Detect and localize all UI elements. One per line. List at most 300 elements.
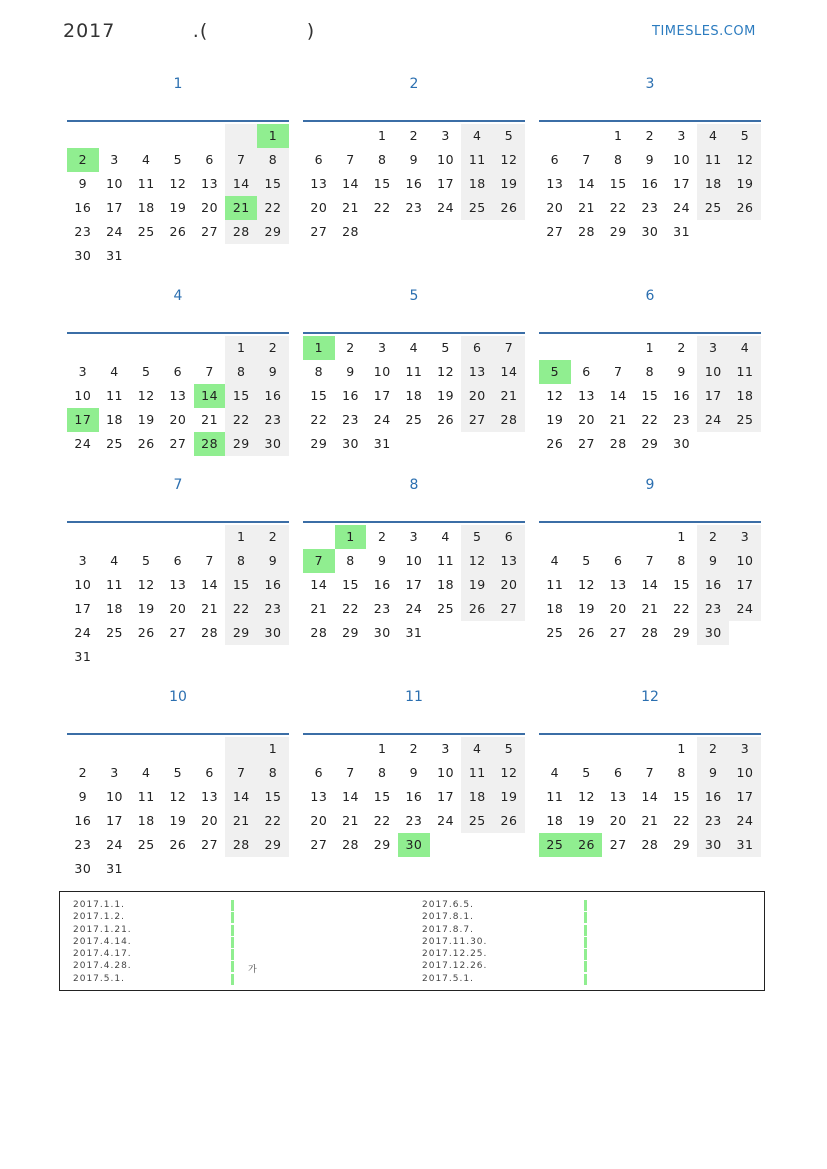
day-cell: 8 xyxy=(257,148,289,172)
month-divider xyxy=(303,120,525,122)
day-cell: 15 xyxy=(257,785,289,809)
day-cell: 21 xyxy=(310,601,328,616)
empty-day-cell xyxy=(634,525,666,549)
day-cell: 14 xyxy=(342,176,359,191)
day-cell: 20 xyxy=(493,573,525,597)
day-cell: 7 xyxy=(645,765,655,780)
month-calendar-12 xyxy=(539,687,761,852)
empty-day-cell xyxy=(130,336,162,360)
day-cell: 16 xyxy=(673,388,691,403)
day-cell: 29 xyxy=(310,436,328,451)
day-cell: 6 xyxy=(613,553,623,568)
day-cell: 19 xyxy=(137,412,155,427)
day-cell: 4 xyxy=(550,553,560,568)
day-cell: 26 xyxy=(546,436,564,451)
day-cell: 14 xyxy=(310,577,328,592)
day-cell: 24 xyxy=(74,625,92,640)
legend-entry xyxy=(422,899,487,911)
day-cell: 29 xyxy=(342,625,359,640)
day-cell: 5 xyxy=(441,340,450,355)
day-cell: 8 xyxy=(225,549,257,573)
day-cell: 28 xyxy=(201,625,219,640)
day-cell: 28 xyxy=(342,837,359,852)
day-cell: 23 xyxy=(373,601,391,616)
month-title: 7 xyxy=(173,477,183,493)
day-cell: 7 xyxy=(493,336,525,360)
legend-date: 2017.4.14. xyxy=(73,936,132,947)
day-cell: 1 xyxy=(377,128,387,143)
day-cell: 11 xyxy=(137,789,155,804)
day-cell: 3 xyxy=(377,340,387,355)
month-title: 10 xyxy=(169,689,187,705)
day-cell: 9 xyxy=(697,549,729,573)
empty-day-cell xyxy=(99,525,131,549)
day-cell: 9 xyxy=(677,364,686,379)
day-cell: 10 xyxy=(697,360,729,384)
month-title: 3 xyxy=(645,76,655,92)
day-cell: 29 xyxy=(225,432,257,456)
day-cell: 18 xyxy=(405,388,423,403)
day-cell: 17 xyxy=(697,384,729,408)
month-day-grid xyxy=(539,124,761,244)
day-cell: 12 xyxy=(493,761,525,785)
day-cell: 24 xyxy=(437,813,455,828)
legend-note: 가 xyxy=(248,965,257,975)
holiday-marker xyxy=(231,937,234,948)
day-cell: 19 xyxy=(437,388,455,403)
day-cell: 5 xyxy=(173,765,183,780)
day-cell: 14 xyxy=(641,577,659,592)
month-title: 5 xyxy=(409,288,419,304)
day-cell: 30 xyxy=(398,833,430,857)
day-cell: 5 xyxy=(539,360,571,384)
day-cell: 4 xyxy=(141,152,151,167)
day-cell: 4 xyxy=(110,553,119,568)
day-cell: 10 xyxy=(74,577,92,592)
day-cell: 12 xyxy=(137,388,155,403)
day-cell: 26 xyxy=(571,833,603,857)
day-cell: 27 xyxy=(461,408,493,432)
legend-entry xyxy=(422,924,487,936)
day-cell: 5 xyxy=(461,525,493,549)
day-cell: 3 xyxy=(110,152,119,167)
legend-entry xyxy=(73,899,132,911)
day-cell: 28 xyxy=(310,625,328,640)
day-cell: 11 xyxy=(106,577,123,592)
month-calendar-7 xyxy=(67,475,289,664)
day-cell: 9 xyxy=(346,364,355,379)
day-cell: 15 xyxy=(373,176,391,191)
day-cell: 26 xyxy=(493,809,525,833)
day-cell: 15 xyxy=(373,789,391,804)
day-cell: 13 xyxy=(609,577,627,592)
day-cell: 22 xyxy=(257,196,289,220)
day-cell: 30 xyxy=(257,432,289,456)
day-cell: 16 xyxy=(697,573,729,597)
day-cell: 5 xyxy=(141,553,151,568)
day-cell: 10 xyxy=(106,176,123,191)
month-title: 2 xyxy=(409,76,419,92)
empty-day-cell xyxy=(571,737,603,761)
day-cell: 29 xyxy=(257,220,289,244)
day-cell: 15 xyxy=(225,384,257,408)
legend-date: 2017.8.7. xyxy=(422,924,474,935)
day-cell: 19 xyxy=(578,813,595,828)
day-cell: 13 xyxy=(546,176,564,191)
holiday-marker xyxy=(584,912,587,923)
day-cell: 3 xyxy=(409,529,419,544)
day-cell: 20 xyxy=(609,813,627,828)
day-cell: 11 xyxy=(729,360,761,384)
day-cell: 2 xyxy=(409,128,419,143)
day-cell: 2 xyxy=(67,148,99,172)
day-cell: 2 xyxy=(78,765,88,780)
day-cell: 9 xyxy=(257,549,289,573)
day-cell: 30 xyxy=(697,833,729,857)
day-cell: 16 xyxy=(641,176,659,191)
empty-day-cell xyxy=(162,124,194,148)
day-cell: 22 xyxy=(225,597,257,621)
day-cell: 25 xyxy=(437,601,455,616)
month-title: 11 xyxy=(405,689,423,705)
day-cell: 6 xyxy=(493,525,525,549)
month-divider xyxy=(539,332,761,334)
day-cell: 25 xyxy=(106,625,123,640)
day-cell: 21 xyxy=(641,601,659,616)
day-cell: 13 xyxy=(201,176,219,191)
day-cell: 27 xyxy=(609,837,627,852)
empty-day-cell xyxy=(602,336,634,360)
day-cell: 16 xyxy=(257,573,289,597)
day-cell: 9 xyxy=(697,761,729,785)
day-cell: 28 xyxy=(609,436,627,451)
day-cell: 4 xyxy=(461,124,493,148)
day-cell: 7 xyxy=(582,152,591,167)
empty-day-cell xyxy=(99,737,131,761)
month-calendar-10 xyxy=(67,687,289,876)
empty-day-cell xyxy=(602,737,634,761)
day-cell: 18 xyxy=(461,785,493,809)
day-cell: 15 xyxy=(673,577,691,592)
day-cell: 10 xyxy=(673,152,691,167)
day-cell: 18 xyxy=(137,813,155,828)
empty-day-cell xyxy=(571,124,603,148)
day-cell: 2 xyxy=(257,525,289,549)
day-cell: 29 xyxy=(673,625,691,640)
month-day-grid xyxy=(303,124,525,244)
empty-day-cell xyxy=(194,124,226,148)
empty-day-cell xyxy=(539,737,571,761)
day-cell: 23 xyxy=(673,412,691,427)
day-cell: 11 xyxy=(546,577,564,592)
day-cell: 9 xyxy=(78,789,88,804)
day-cell: 1 xyxy=(225,336,257,360)
empty-day-cell xyxy=(67,525,99,549)
day-cell: 20 xyxy=(169,601,187,616)
day-cell: 20 xyxy=(169,412,187,427)
day-cell: 23 xyxy=(641,200,659,215)
holiday-marker xyxy=(584,900,587,911)
day-cell: 12 xyxy=(546,388,564,403)
day-cell: 23 xyxy=(342,412,359,427)
legend-entry xyxy=(73,973,132,985)
day-cell: 17 xyxy=(74,601,92,616)
legend-date: 2017.11.30. xyxy=(422,936,488,947)
day-cell: 30 xyxy=(673,436,691,451)
day-cell: 26 xyxy=(729,196,761,220)
day-cell: 11 xyxy=(461,761,493,785)
day-cell: 25 xyxy=(546,625,564,640)
day-cell: 28 xyxy=(641,837,659,852)
empty-day-cell xyxy=(99,336,131,360)
day-cell: 13 xyxy=(310,176,328,191)
empty-day-cell xyxy=(130,737,162,761)
day-cell: 2 xyxy=(645,128,655,143)
empty-day-cell xyxy=(303,737,335,761)
day-cell: 3 xyxy=(677,128,686,143)
day-cell: 11 xyxy=(461,148,493,172)
day-cell: 27 xyxy=(310,837,328,852)
empty-day-cell xyxy=(162,336,194,360)
day-cell: 15 xyxy=(673,789,691,804)
day-cell: 12 xyxy=(137,577,155,592)
holiday-marker xyxy=(584,961,587,972)
day-cell: 25 xyxy=(697,196,729,220)
month-calendar-4 xyxy=(67,286,289,451)
holiday-marker xyxy=(231,961,234,972)
month-day-grid xyxy=(67,124,289,268)
day-cell: 20 xyxy=(546,200,564,215)
empty-day-cell xyxy=(539,336,571,360)
day-cell: 17 xyxy=(673,176,691,191)
day-cell: 14 xyxy=(194,384,226,408)
holiday-marker xyxy=(584,937,587,948)
day-cell: 14 xyxy=(342,789,359,804)
day-cell: 21 xyxy=(342,200,359,215)
day-cell: 20 xyxy=(201,200,219,215)
month-divider xyxy=(303,521,525,523)
legend-date: 2017.1.2. xyxy=(73,912,125,923)
month-calendar-3 xyxy=(539,74,761,239)
legend-entry xyxy=(422,960,487,972)
legend-entry xyxy=(422,973,487,985)
month-divider xyxy=(539,733,761,735)
day-cell: 27 xyxy=(493,597,525,621)
month-divider xyxy=(67,733,289,735)
month-day-grid xyxy=(539,336,761,456)
month-divider xyxy=(303,733,525,735)
day-cell: 15 xyxy=(342,577,359,592)
empty-day-cell xyxy=(335,737,367,761)
day-cell: 4 xyxy=(441,529,450,544)
day-cell: 19 xyxy=(493,172,525,196)
empty-day-cell xyxy=(194,525,226,549)
month-divider xyxy=(67,120,289,122)
day-cell: 5 xyxy=(173,152,183,167)
day-cell: 11 xyxy=(697,148,729,172)
legend-date: 2017.5.1. xyxy=(422,973,474,984)
holiday-marker xyxy=(584,949,587,960)
month-calendar-8 xyxy=(303,475,525,640)
day-cell: 18 xyxy=(546,813,564,828)
day-cell: 14 xyxy=(641,789,659,804)
day-cell: 17 xyxy=(437,176,455,191)
empty-day-cell xyxy=(539,124,571,148)
month-day-grid xyxy=(67,737,289,881)
day-cell: 12 xyxy=(578,577,595,592)
month-day-grid xyxy=(303,525,525,645)
day-cell: 17 xyxy=(106,200,123,215)
empty-day-cell xyxy=(225,124,257,148)
day-cell: 2 xyxy=(697,525,729,549)
day-cell: 19 xyxy=(729,172,761,196)
day-cell: 28 xyxy=(578,224,595,239)
day-cell: 10 xyxy=(729,549,761,573)
day-cell: 25 xyxy=(461,809,493,833)
day-cell: 20 xyxy=(201,813,219,828)
day-cell: 28 xyxy=(641,625,659,640)
day-cell: 4 xyxy=(729,336,761,360)
day-cell: 6 xyxy=(173,364,183,379)
day-cell: 19 xyxy=(169,813,187,828)
day-cell: 23 xyxy=(74,224,92,239)
empty-day-cell xyxy=(194,737,226,761)
day-cell: 8 xyxy=(377,152,387,167)
day-cell: 21 xyxy=(225,809,257,833)
brand-logo-text[interactable]: TIMESLES.COM xyxy=(652,24,756,39)
day-cell: 22 xyxy=(342,601,359,616)
day-cell: 11 xyxy=(106,388,123,403)
month-divider xyxy=(539,120,761,122)
day-cell: 4 xyxy=(409,340,419,355)
month-day-grid xyxy=(303,336,525,456)
day-cell: 6 xyxy=(314,152,324,167)
day-cell: 8 xyxy=(377,765,387,780)
day-cell: 31 xyxy=(106,861,123,876)
day-cell: 26 xyxy=(137,625,155,640)
day-cell: 5 xyxy=(582,765,591,780)
day-cell: 13 xyxy=(310,789,328,804)
day-cell: 22 xyxy=(673,813,691,828)
empty-day-cell xyxy=(194,336,226,360)
day-cell: 21 xyxy=(641,813,659,828)
day-cell: 16 xyxy=(257,384,289,408)
day-cell: 18 xyxy=(461,172,493,196)
day-cell: 31 xyxy=(373,436,391,451)
day-cell: 7 xyxy=(205,364,214,379)
day-cell: 3 xyxy=(441,741,450,756)
day-cell: 15 xyxy=(310,388,328,403)
day-cell: 25 xyxy=(405,412,423,427)
day-cell: 6 xyxy=(205,152,214,167)
day-cell: 18 xyxy=(106,412,123,427)
month-calendar-11 xyxy=(303,687,525,852)
day-cell: 4 xyxy=(697,124,729,148)
legend-entry xyxy=(73,911,132,923)
day-cell: 14 xyxy=(225,172,257,196)
month-day-grid xyxy=(539,525,761,645)
day-cell: 6 xyxy=(550,152,560,167)
day-cell: 22 xyxy=(257,809,289,833)
day-cell: 2 xyxy=(697,737,729,761)
day-cell: 10 xyxy=(437,152,455,167)
day-cell: 30 xyxy=(74,248,92,263)
day-cell: 10 xyxy=(373,364,391,379)
day-cell: 7 xyxy=(303,549,335,573)
month-day-grid xyxy=(67,525,289,669)
day-cell: 20 xyxy=(310,200,328,215)
day-cell: 1 xyxy=(335,525,367,549)
holiday-marker xyxy=(231,925,234,936)
day-cell: 26 xyxy=(461,597,493,621)
day-cell: 8 xyxy=(225,360,257,384)
day-cell: 3 xyxy=(697,336,729,360)
day-cell: 3 xyxy=(441,128,450,143)
day-cell: 29 xyxy=(641,436,659,451)
empty-day-cell xyxy=(99,124,131,148)
month-divider xyxy=(67,332,289,334)
day-cell: 19 xyxy=(169,200,187,215)
day-cell: 16 xyxy=(342,388,359,403)
day-cell: 16 xyxy=(405,176,423,191)
day-cell: 7 xyxy=(205,553,214,568)
day-cell: 21 xyxy=(609,412,627,427)
day-cell: 21 xyxy=(225,196,257,220)
day-cell: 11 xyxy=(137,176,155,191)
holiday-marker xyxy=(231,900,234,911)
month-title: 1 xyxy=(173,76,183,92)
day-cell: 7 xyxy=(225,761,257,785)
day-cell: 6 xyxy=(461,336,493,360)
empty-day-cell xyxy=(67,124,99,148)
empty-day-cell xyxy=(303,124,335,148)
day-cell: 18 xyxy=(697,172,729,196)
day-cell: 10 xyxy=(405,553,423,568)
day-cell: 28 xyxy=(493,408,525,432)
day-cell: 7 xyxy=(346,152,355,167)
day-cell: 2 xyxy=(346,340,355,355)
legend-date: 2017.5.1. xyxy=(73,973,125,984)
day-cell: 4 xyxy=(461,737,493,761)
day-cell: 7 xyxy=(225,148,257,172)
month-divider xyxy=(539,521,761,523)
day-cell: 26 xyxy=(169,837,187,852)
day-cell: 9 xyxy=(409,152,419,167)
month-title: 12 xyxy=(641,689,659,705)
day-cell: 24 xyxy=(729,809,761,833)
day-cell: 15 xyxy=(609,176,627,191)
day-cell: 26 xyxy=(493,196,525,220)
day-cell: 28 xyxy=(225,833,257,857)
day-cell: 2 xyxy=(377,529,387,544)
empty-day-cell xyxy=(303,525,335,549)
empty-day-cell xyxy=(571,525,603,549)
day-cell: 24 xyxy=(74,436,92,451)
day-cell: 24 xyxy=(106,224,123,239)
day-cell: 16 xyxy=(405,789,423,804)
legend-entry xyxy=(73,948,132,960)
day-cell: 26 xyxy=(169,224,187,239)
day-cell: 13 xyxy=(609,789,627,804)
empty-day-cell xyxy=(162,737,194,761)
day-cell: 1 xyxy=(645,340,655,355)
day-cell: 2 xyxy=(257,336,289,360)
holiday-marker xyxy=(231,974,234,985)
day-cell: 24 xyxy=(373,412,391,427)
day-cell: 13 xyxy=(493,549,525,573)
day-cell: 16 xyxy=(74,813,92,828)
month-divider xyxy=(303,332,525,334)
